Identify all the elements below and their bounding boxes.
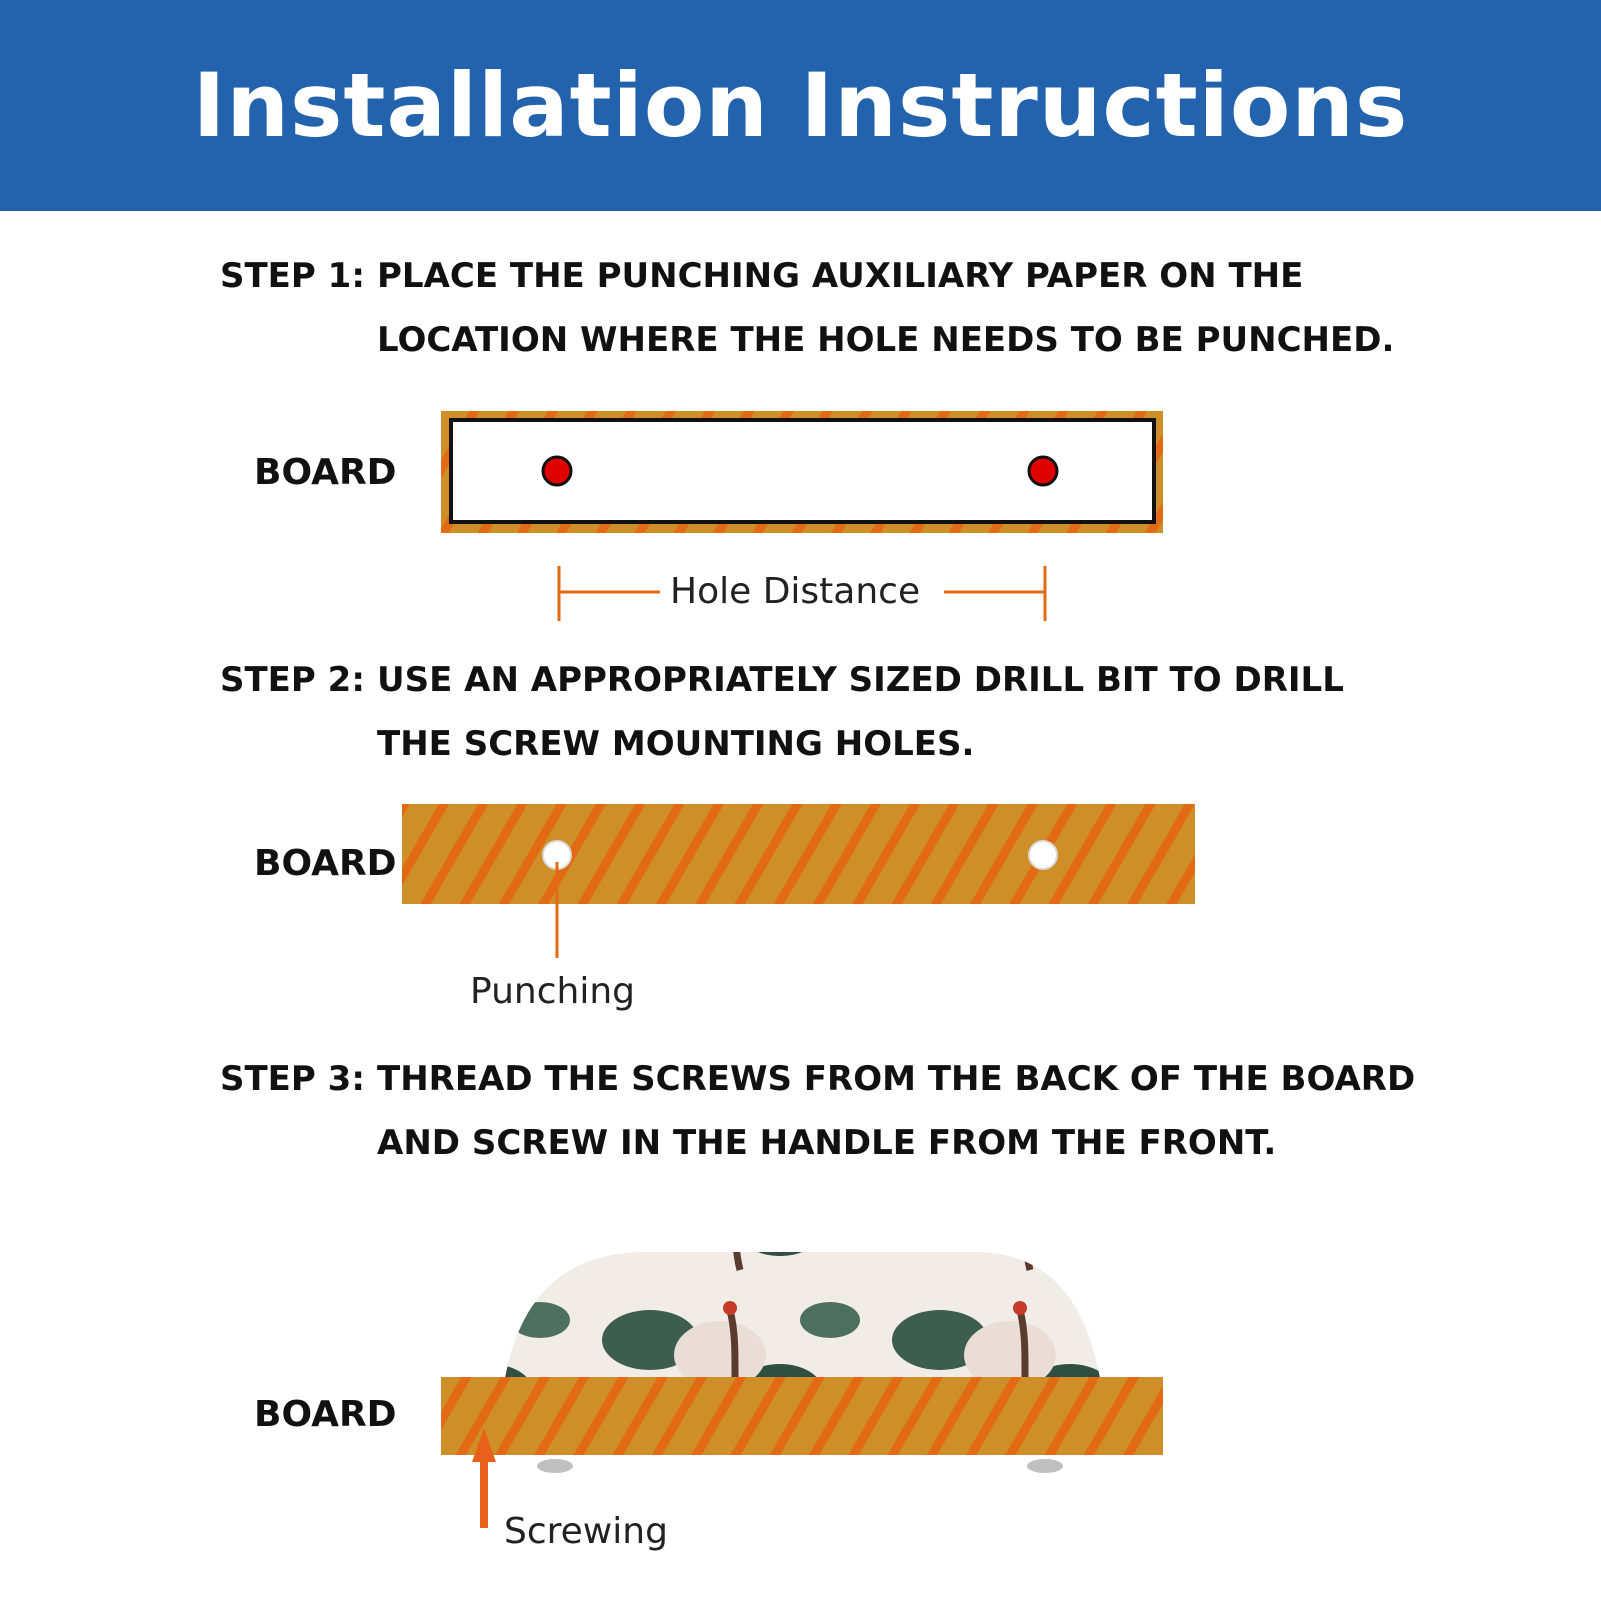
hole-marker-left <box>543 457 571 485</box>
hole-distance-dimension <box>559 566 1045 621</box>
step-1-text-line-2: LOCATION WHERE THE HOLE NEEDS TO BE PUNCHED. <box>377 320 1395 360</box>
step-2-text-line-2: THE SCREW MOUNTING HOLES. <box>377 724 975 764</box>
step-1-text-line-1: PLACE THE PUNCHING AUXILIARY PAPER ON THE <box>377 256 1304 296</box>
screw-head-left <box>537 1459 573 1473</box>
step-2-label: STEP 2: <box>220 660 365 700</box>
hole-marker-right <box>1029 457 1057 485</box>
step-2-board-label: BOARD <box>254 843 397 884</box>
punching-label: Punching <box>470 971 635 1012</box>
step-3-label: STEP 3: <box>220 1059 365 1099</box>
drilled-board <box>402 804 1195 904</box>
hole-distance-label: Hole Distance <box>670 571 921 612</box>
step-2-text-line-1: USE AN APPROPRIATELY SIZED DRILL BIT TO DRILL <box>377 660 1344 700</box>
step-3-assembly <box>441 1252 1163 1528</box>
step-1-label: STEP 1: <box>220 256 365 296</box>
screw-head-right <box>1027 1459 1063 1473</box>
step-3-text-line-2: AND SCREW IN THE HANDLE FROM THE FRONT. <box>377 1123 1277 1163</box>
step-1-board <box>441 411 1163 533</box>
step-3-board-label: BOARD <box>254 1394 397 1435</box>
step-1-board-label: BOARD <box>254 452 397 493</box>
step-2-board <box>402 804 1195 958</box>
page-title: Installation Instructions <box>192 54 1409 157</box>
handle <box>505 1252 1100 1378</box>
step-3-text-line-1: THREAD THE SCREWS FROM THE BACK OF THE BOARD <box>377 1059 1416 1099</box>
screwing-label: Screwing <box>504 1511 668 1552</box>
mounting-board <box>441 1377 1163 1455</box>
drilled-hole-right <box>1029 841 1057 869</box>
